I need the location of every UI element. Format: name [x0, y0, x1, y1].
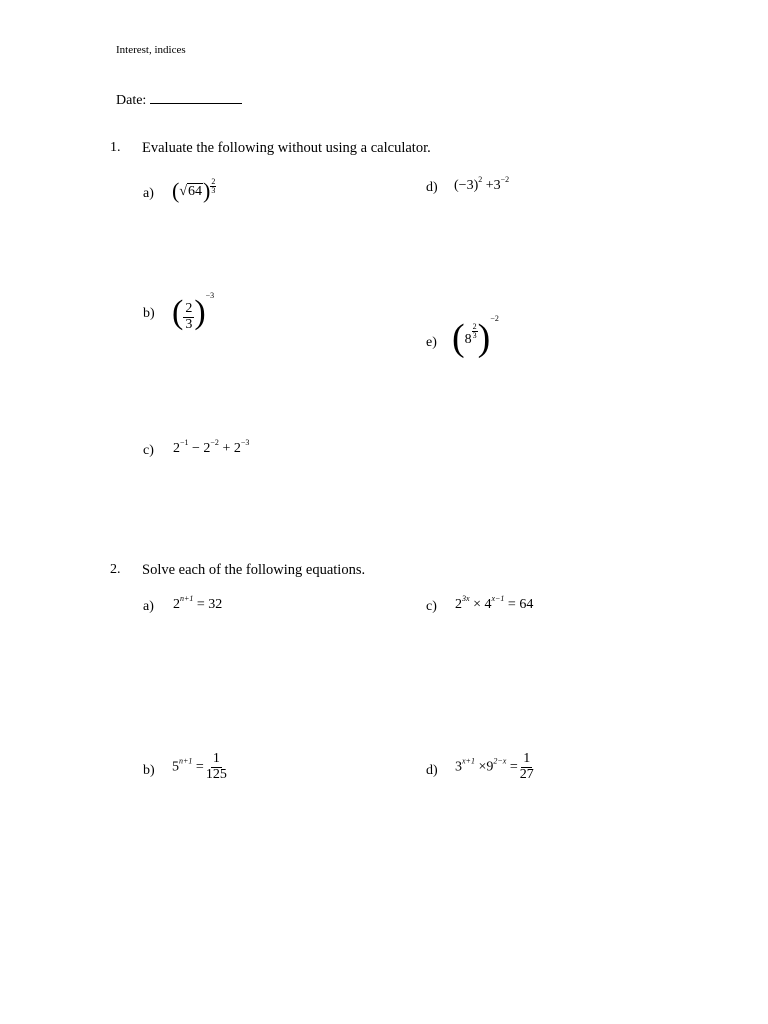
q2-number: 2. [110, 562, 121, 577]
q1a-expression: (√64) $\frac{2}{3}$ [172, 177, 216, 203]
date-label: Date: [116, 93, 147, 108]
q1c-label: c) [143, 443, 154, 458]
date-field [116, 89, 242, 109]
sqrt-symbol: √64 [179, 184, 203, 199]
q1b-label: b) [143, 306, 155, 321]
q1e-expression: (8 $\frac{2}{3}$ )$^{-2}$ [452, 314, 499, 359]
q1a-label: a) [143, 186, 154, 201]
q1e-label: e) [426, 335, 437, 350]
q1d-label: d) [426, 180, 438, 195]
q2d-expression: $3^{x+1} \times 9^{2-x}$ = $\frac{1}{27}$ [455, 751, 534, 782]
q1-prompt: Evaluate the following without using a calculator. [142, 140, 431, 156]
q1a-exponent: $\frac{2}{3}$ [211, 177, 216, 195]
header-title: Interest, indices [116, 44, 186, 56]
q1d-expression: $(-3)^2 +3^{-2}$ [454, 175, 510, 193]
q1b-expression: ( $\frac{2}{3}$ )$^{-3}$ [172, 291, 215, 332]
q2c-expression: $2^{3x} \times 4^{x-1} = 64$ [455, 594, 534, 612]
q2a-label: a) [143, 599, 154, 614]
q2a-expression: $2^{n+1} = 32$ [173, 594, 223, 612]
q2b-label: b) [143, 763, 155, 778]
date-blank-line [150, 89, 242, 104]
q1-number: 1. [110, 140, 121, 155]
q2-prompt: Solve each of the following equations. [142, 562, 366, 578]
q2d-label: d) [426, 763, 438, 778]
q2c-label: c) [426, 599, 437, 614]
q2b-expression: $5^{n+1}$ = $\frac{1}{125}$ [172, 751, 227, 782]
q1c-expression: $2^{-1} - 2^{-2} + 2^{-3}$ [173, 438, 250, 456]
